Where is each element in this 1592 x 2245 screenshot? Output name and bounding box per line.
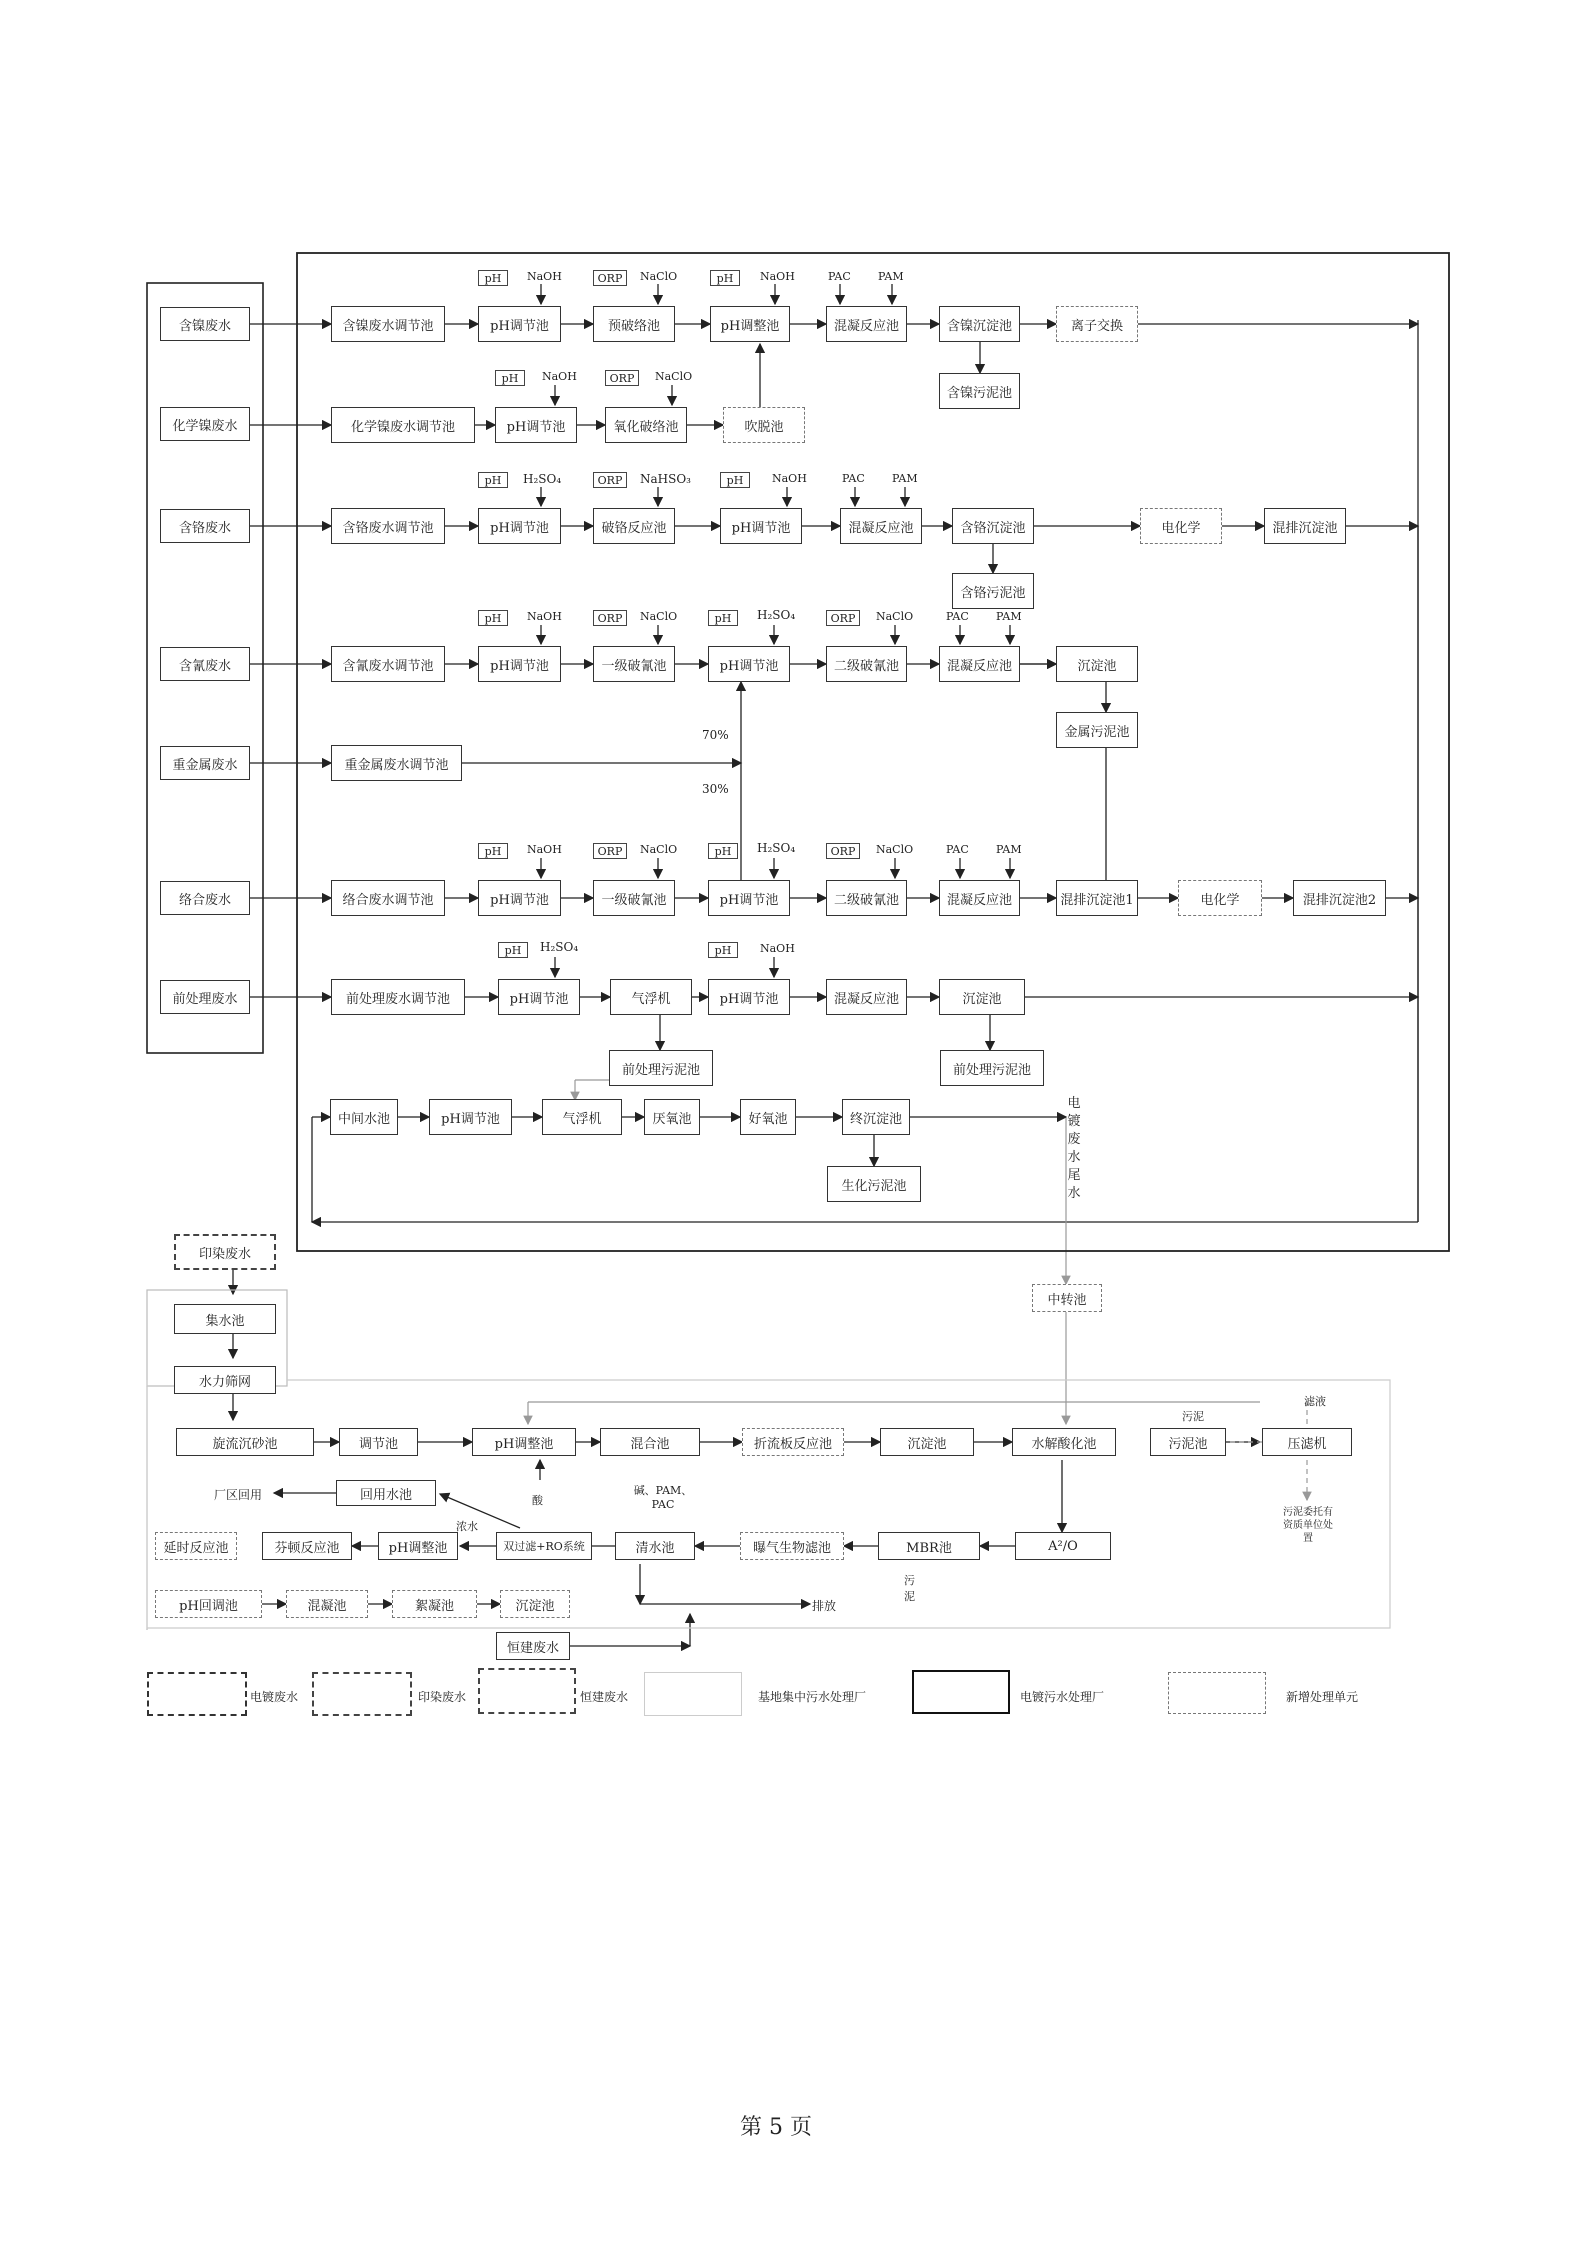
reagent-pam: PAM (892, 472, 918, 485)
aerobic-tank[interactable]: 好氧池 (740, 1099, 796, 1135)
ph-adjust-tank[interactable]: pH调节池 (478, 646, 561, 682)
settle-tank-2[interactable]: 沉淀池 (500, 1590, 570, 1618)
ph-adjust-tank-2[interactable]: pH调节池 (708, 646, 790, 682)
ph-probe: pH (495, 370, 525, 386)
source-complex[interactable]: 络合废水 (160, 881, 250, 915)
reagent-naclo: NaClO (640, 843, 678, 856)
reagent-naoh: NaOH (760, 942, 795, 955)
legend-new-unit-swatch (1168, 1672, 1266, 1714)
heavy-metal-adjust-tank[interactable]: 重金属废水调节池 (331, 745, 462, 781)
reagent-naclo: NaClO (876, 843, 914, 856)
sludge-note: 污泥 (904, 1574, 915, 1603)
reuse-tank[interactable]: 回用水池 (336, 1480, 436, 1506)
source-cyanide[interactable]: 含氰废水 (160, 647, 250, 681)
sludge-note-2: 污泥 (1182, 1410, 1204, 1423)
cyanide-adjust-tank[interactable]: 含氰废水调节池 (331, 646, 445, 682)
mbr-tank[interactable]: MBR池 (878, 1532, 980, 1560)
dye-wastewater[interactable]: 印染废水 (174, 1234, 276, 1270)
chrome-settle-tank[interactable]: 含铬沉淀池 (952, 508, 1034, 544)
source-chem-nickel[interactable]: 化学镍废水 (160, 407, 250, 441)
ph-probe: pH (708, 843, 738, 859)
fenton-reactor[interactable]: 芬顿反应池 (262, 1532, 352, 1560)
ph-fine-tank[interactable]: pH调整池 (710, 306, 790, 342)
cyanide-break-1[interactable]: 一级破氰池 (593, 880, 675, 916)
source-heavy-metal[interactable]: 重金属废水 (160, 746, 250, 780)
reagent-pac: PAC (828, 270, 851, 283)
reagent-pam: PAM (996, 610, 1022, 623)
ph-adjust-tank[interactable]: pH调节池 (495, 407, 577, 443)
chrome-sludge-tank[interactable]: 含铬污泥池 (952, 573, 1034, 609)
ph-probe: pH (478, 270, 508, 286)
bio-sludge-tank[interactable]: 生化污泥池 (827, 1166, 921, 1202)
reagent-naclo: NaClO (640, 270, 678, 283)
filtrate-label: 滤液 (1304, 1395, 1326, 1408)
reagent-pam: PAM (878, 270, 904, 283)
settle-tank[interactable]: 沉淀池 (939, 979, 1025, 1015)
grit-chamber[interactable]: 旋流沉砂池 (176, 1428, 314, 1456)
ph-probe: pH (720, 472, 750, 488)
chrome-break-tank[interactable]: 破铬反应池 (593, 508, 675, 544)
coagulation-tank[interactable]: 混凝反应池 (826, 979, 907, 1015)
mixed-settle-tank-2[interactable]: 混排沉淀池2 (1293, 880, 1386, 916)
ph-adjust-tank-2[interactable]: pH调节池 (708, 979, 790, 1015)
hydraulic-screen[interactable]: 水力筛网 (174, 1366, 276, 1394)
reagent-naclo: NaClO (876, 610, 914, 623)
legend-plating: 电镀废水 (250, 1690, 299, 1704)
source-nickel[interactable]: 含镍废水 (160, 307, 250, 341)
electrochemistry[interactable]: 电化学 (1140, 508, 1222, 544)
nickel-adjust-tank[interactable]: 含镍废水调节池 (331, 306, 445, 342)
mixed-settle-tank-1[interactable]: 混排沉淀池1 (1056, 880, 1138, 916)
cyanide-break-1[interactable]: 一级破氰池 (593, 646, 675, 682)
ph-adjust-tank[interactable]: pH调整池 (472, 1428, 576, 1456)
ph-adjust-tank-2[interactable]: pH调整池 (378, 1532, 458, 1560)
reagent-naoh: NaOH (527, 270, 562, 283)
final-settle-tank[interactable]: 终沉淀池 (842, 1099, 910, 1135)
legend-construct-swatch (478, 1668, 576, 1714)
legend-plant-swatch (912, 1670, 1010, 1714)
press-disposal-note: 污泥委托有资质单位处置 (1283, 1507, 1333, 1544)
concentrate-label: 浓水 (456, 1520, 478, 1533)
acid-label: 酸 (532, 1494, 543, 1507)
ph-probe: pH (708, 942, 738, 958)
legend-dyeing: 印染废水 (418, 1690, 467, 1704)
orp-probe: ORP (593, 472, 627, 488)
pretreat-sludge-tank[interactable]: 前处理污泥池 (609, 1050, 713, 1086)
reagent-pac: PAC (946, 843, 969, 856)
ph-adjust-tank[interactable]: pH调节池 (478, 880, 561, 916)
reagent-h2so4: H₂SO₄ (757, 841, 796, 855)
stripping-tank[interactable]: 吹脱池 (723, 407, 805, 443)
mixing-tank[interactable]: 混合池 (600, 1428, 700, 1456)
coagulation-tank[interactable]: 混凝反应池 (826, 306, 907, 342)
legend-plating-swatch (147, 1672, 247, 1716)
ph-probe: pH (478, 610, 508, 626)
hydrolysis-tank[interactable]: 水解酸化池 (1012, 1428, 1116, 1456)
reagent-h2so4: H₂SO₄ (757, 608, 796, 622)
legend-base: 基地集中污水处理厂 (758, 1690, 867, 1704)
electrochemistry[interactable]: 电化学 (1178, 880, 1262, 916)
coagulation-tank[interactable]: 混凝反应池 (840, 508, 922, 544)
oxidation-break-tank[interactable]: 氧化破络池 (605, 407, 687, 443)
reagent-naoh: NaOH (527, 610, 562, 623)
cyanide-break-2[interactable]: 二级破氰池 (826, 646, 907, 682)
ph-probe: pH (498, 942, 528, 958)
transfer-tank[interactable]: 中转池 (1032, 1284, 1102, 1312)
pretreat-sludge-tank-2[interactable]: 前处理污泥池 (940, 1050, 1044, 1086)
intermediate-tank[interactable]: 中间水池 (330, 1099, 398, 1135)
coagulation-tank[interactable]: 混凝反应池 (939, 646, 1020, 682)
filter-press[interactable]: 压滤机 (1262, 1428, 1352, 1456)
ph-probe: pH (478, 843, 508, 859)
reagent-naoh: NaOH (772, 472, 807, 485)
clear-water-tank[interactable]: 清水池 (615, 1532, 695, 1560)
reagent-naclo: NaClO (640, 610, 678, 623)
collection-tank[interactable]: 集水池 (174, 1304, 276, 1334)
orp-probe: ORP (593, 843, 627, 859)
complex-adjust-tank[interactable]: 络合废水调节池 (331, 880, 445, 916)
ph-probe: pH (710, 270, 740, 286)
sludge-tank[interactable]: 污泥池 (1150, 1428, 1226, 1456)
split-30: 30% (702, 782, 729, 796)
settle-tank[interactable]: 沉淀池 (880, 1428, 974, 1456)
ph-adjust-tank[interactable]: pH调节池 (478, 306, 561, 342)
reagent-naoh: NaOH (760, 270, 795, 283)
nickel-sludge-tank[interactable]: 含镍污泥池 (939, 373, 1020, 409)
reagent-naclo: NaClO (655, 370, 693, 383)
split-70: 70% (702, 728, 729, 742)
orp-probe: ORP (593, 270, 627, 286)
page-number: 第 5 页 (740, 2115, 812, 2140)
ph-adjust-tank-2[interactable]: pH调节池 (708, 880, 790, 916)
biofilter-tank[interactable]: 曝气生物滤池 (740, 1532, 844, 1560)
reagent-h2so4: H₂SO₄ (523, 472, 562, 486)
flocculation-tank[interactable]: 絮凝池 (392, 1590, 477, 1618)
chrome-adjust-tank[interactable]: 含铬废水调节池 (331, 508, 445, 544)
orp-probe: ORP (826, 843, 860, 859)
reagent-h2so4: H₂SO₄ (540, 940, 579, 954)
delay-reactor[interactable]: 延时反应池 (155, 1532, 237, 1560)
legend-plant: 电镀污水处理厂 (1020, 1690, 1105, 1704)
source-pretreat[interactable]: 前处理废水 (160, 980, 250, 1014)
pretreat-adjust-tank[interactable]: 前处理废水调节池 (331, 979, 465, 1015)
orp-probe: ORP (593, 610, 627, 626)
regulating-tank[interactable]: 调节池 (339, 1428, 418, 1456)
metal-sludge-tank[interactable]: 金属污泥池 (1056, 712, 1138, 748)
legend-construct: 恒建废水 (580, 1690, 629, 1704)
coagulation-tank[interactable]: 混凝池 (286, 1590, 368, 1618)
ph-adjust-tank[interactable]: pH调节池 (478, 508, 561, 544)
ph-adjust-tank[interactable]: pH调节池 (498, 979, 580, 1015)
ph-probe: pH (708, 610, 738, 626)
reagent-pac: PAC (842, 472, 865, 485)
ph-adjust-tank-2[interactable]: pH调节池 (720, 508, 802, 544)
anaerobic-tank[interactable]: 厌氧池 (644, 1099, 700, 1135)
discharge-label: 排放 (812, 1599, 837, 1613)
coagulation-tank[interactable]: 混凝反应池 (939, 880, 1020, 916)
mixed-settle-tank[interactable]: 混排沉淀池 (1264, 508, 1346, 544)
cyanide-break-2[interactable]: 二级破氰池 (826, 880, 907, 916)
air-flotation[interactable]: 气浮机 (610, 979, 692, 1015)
reagent-naoh: NaOH (527, 843, 562, 856)
ro-system[interactable]: 双过滤+RO系统 (496, 1532, 592, 1560)
nickel-settle-tank[interactable]: 含镍沉淀池 (939, 306, 1020, 342)
ph-probe: pH (478, 472, 508, 488)
reagent-nahso3: NaHSO₃ (640, 472, 691, 486)
ph-adjust-tank[interactable]: pH调节池 (429, 1099, 512, 1135)
reagent-pac: PAC (946, 610, 969, 623)
orp-probe: ORP (826, 610, 860, 626)
settle-tank[interactable]: 沉淀池 (1056, 646, 1138, 682)
chem-nickel-adjust-tank[interactable]: 化学镍废水调节池 (331, 407, 475, 443)
orp-probe: ORP (605, 370, 639, 386)
construct-wastewater[interactable]: 恒建废水 (496, 1632, 570, 1660)
reuse-note: 厂区回用 (214, 1488, 263, 1502)
legend-base-swatch (644, 1672, 742, 1716)
source-chrome[interactable]: 含铬废水 (160, 509, 250, 543)
baffle-reactor[interactable]: 折流板反应池 (742, 1428, 844, 1456)
ion-exchange[interactable]: 离子交换 (1056, 306, 1138, 342)
air-flotation[interactable]: 气浮机 (542, 1099, 622, 1135)
reagent-pam: PAM (996, 843, 1022, 856)
legend-new-unit: 新增处理单元 (1286, 1690, 1359, 1704)
alkali-pam-pac-label: 碱、PAM、PAC (633, 1484, 693, 1511)
ph-back-tank[interactable]: pH回调池 (155, 1590, 262, 1618)
reagent-naoh: NaOH (542, 370, 577, 383)
legend-dyeing-swatch (312, 1672, 412, 1716)
a2o-tank[interactable]: A²/O (1015, 1532, 1111, 1560)
plating-tail-water: 电镀废水尾水 (1067, 1096, 1081, 1201)
pre-break-tank[interactable]: 预破络池 (593, 306, 675, 342)
